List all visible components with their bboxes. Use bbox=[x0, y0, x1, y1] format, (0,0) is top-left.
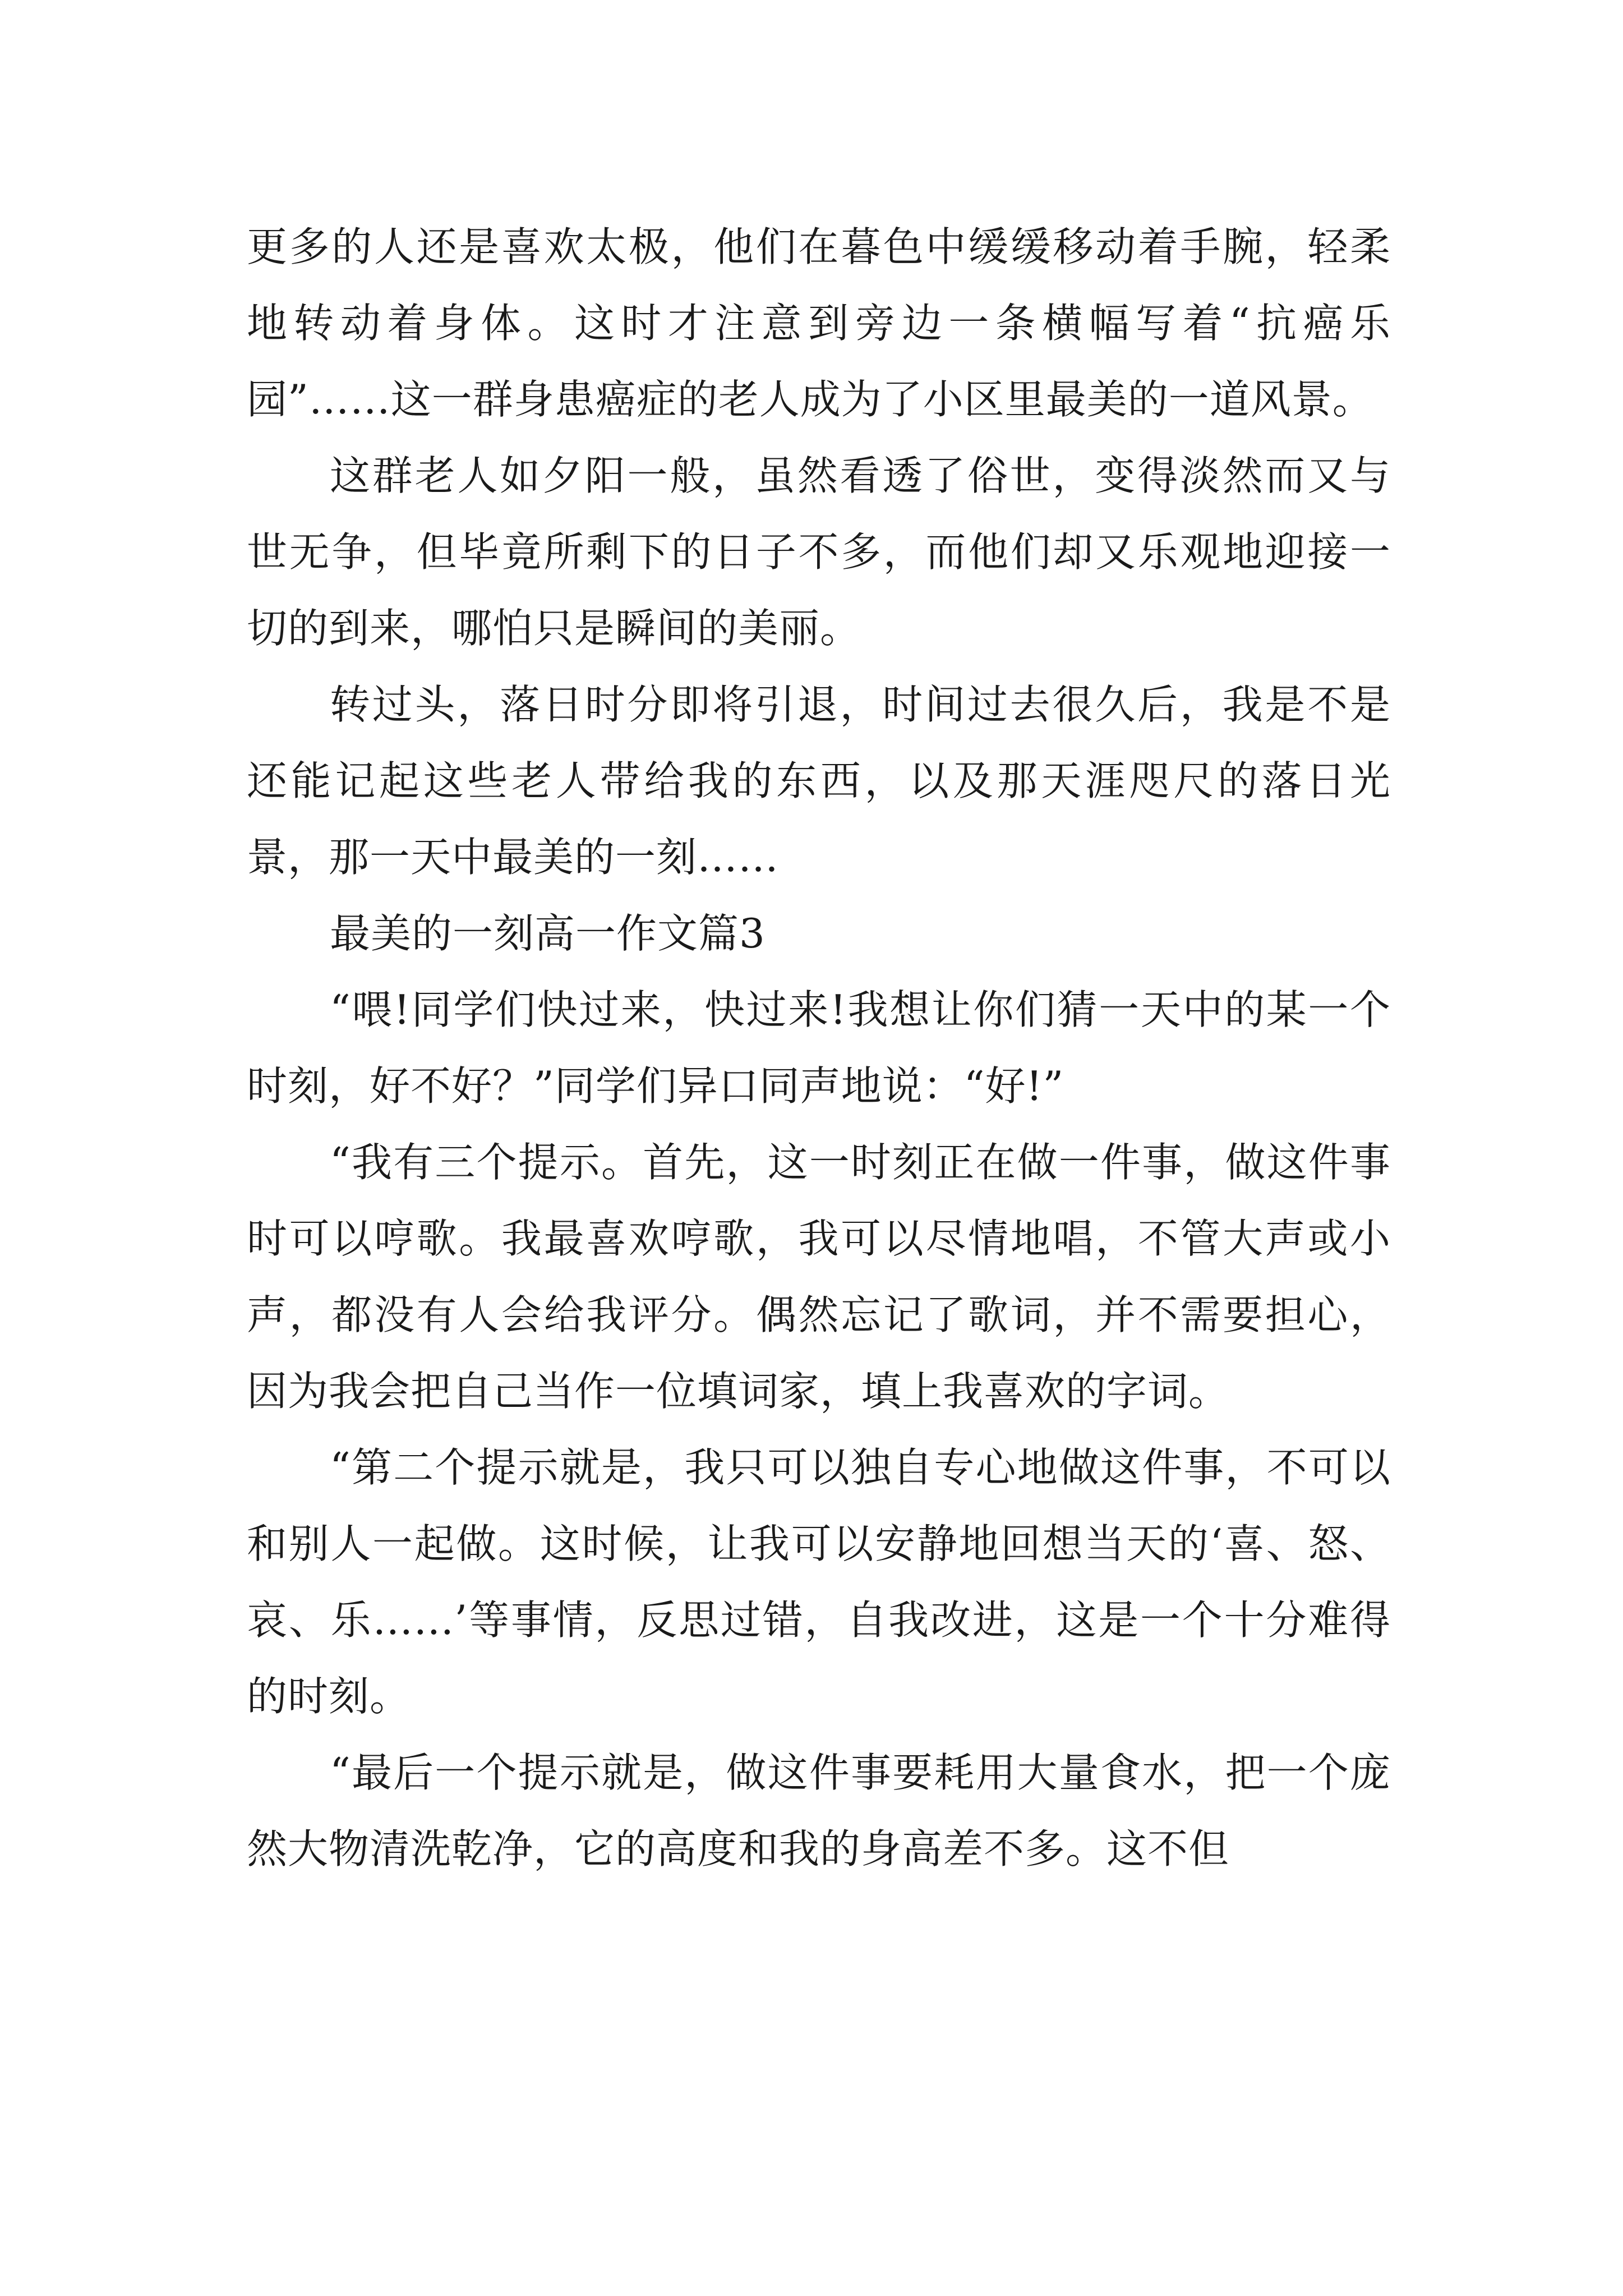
paragraph-8: “最后一个提示就是，做这件事要耗用大量食水，把一个庞然大物清洗乾净，它的高度和我的身高差不多。这不但 bbox=[247, 1749, 1391, 1872]
paragraph-7: “第二个提示就是，我只可以独自专心地做这件事，不可以和别人一起做。这时候，让我可以安静地回想当天的‘喜、怒、哀、乐……’等事情，反思过错，自我改进，这是一个十分难得的时刻。 bbox=[247, 1444, 1391, 1720]
paragraph-3: 转过头，落日时分即将引退，时间过去很久后，我是不是还能记起这些老人带给我的东西，以及那天涯咫尺的落日光景，那一天中最美的一刻…… bbox=[247, 681, 1391, 881]
document-body bbox=[247, 209, 1391, 1887]
paragraph-5: “喂!同学们快过来，快过来!我想让你们猜一天中的某一个时刻，好不好？”同学们异口同声地说：“好!” bbox=[247, 986, 1391, 1110]
paragraph-1: 更多的人还是喜欢太极，他们在暮色中缓缓移动着手腕，轻柔地转动着身体。这时才注意到旁边一条横幅写着“抗癌乐园”……这一群身患癌症的老人成为了小区里最美的一道风景。 bbox=[247, 223, 1391, 423]
paragraph-2: 这群老人如夕阳一般，虽然看透了俗世，变得淡然而又与世无争，但毕竟所剩下的日子不多，而他们却又乐观地迎接一切的到来，哪怕只是瞬间的美丽。 bbox=[247, 452, 1391, 652]
paragraph-6: “我有三个提示。首先，这一时刻正在做一件事，做这件事时可以哼歌。我最喜欢哼歌，我可以尽情地唱，不管大声或小声，都没有人会给我评分。偶然忘记了歌词，并不需要担心，因为我会把自己当作一位填词家，填上我喜欢的字词。 bbox=[247, 1139, 1391, 1415]
section-heading: 最美的一刻高一作文篇3 bbox=[330, 910, 766, 957]
